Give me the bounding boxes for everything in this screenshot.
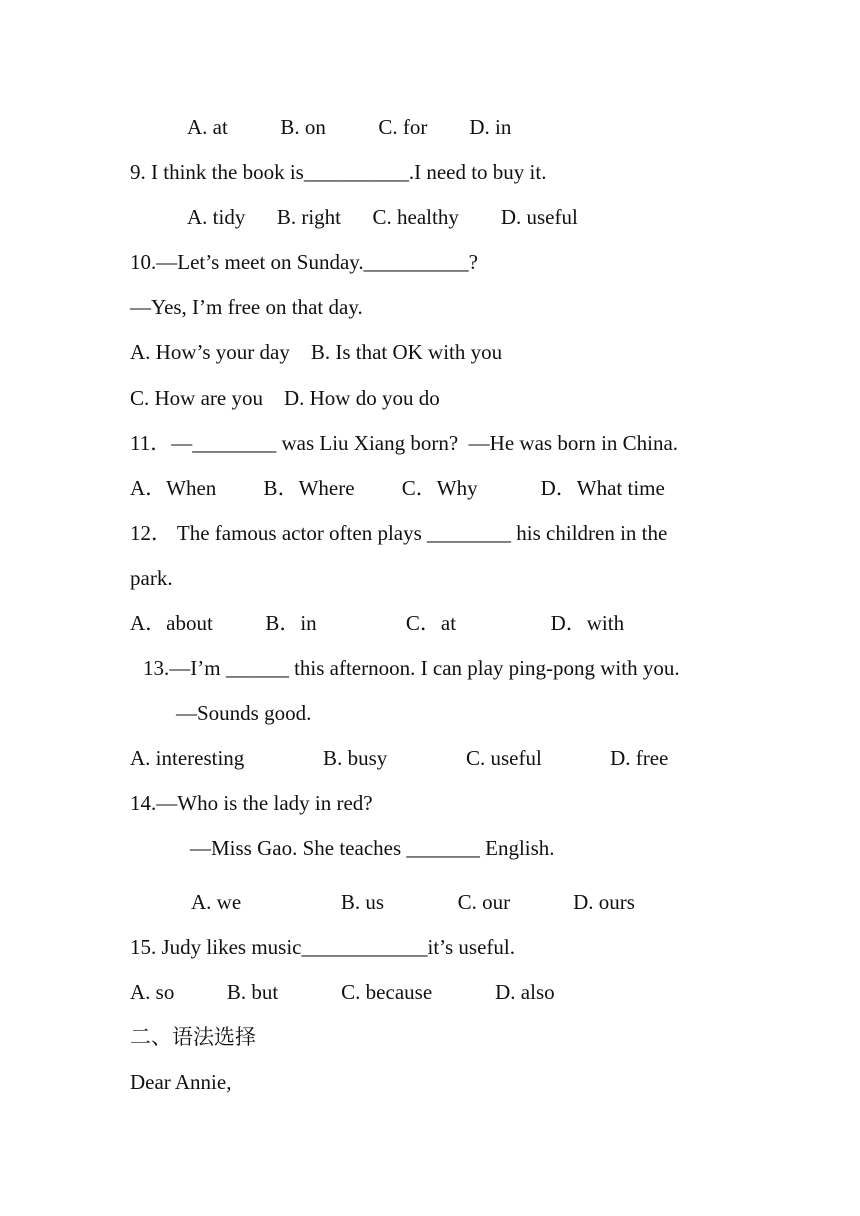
q13-reply: —Sounds good. — [176, 701, 312, 725]
q10-answer-line: —Yes, I’m free on that day. — [130, 295, 363, 319]
q8-options: A. at B. on C. for D. in — [187, 115, 512, 139]
q10-question: 10.—Let’s meet on Sunday.__________? — [130, 250, 479, 274]
letter-salutation: Dear Annie, — [130, 1070, 232, 1094]
q13-options: A. interesting B. busy C. useful D. free — [130, 746, 669, 770]
q14-options: A. we B. us C. our D. ours — [191, 890, 635, 914]
q11-question: 11．—________ was Liu Xiang born? —He was born in China. — [130, 431, 679, 455]
q12-options: A．about B．in C．at D．with — [130, 611, 625, 635]
q9-options: A. tidy B. right C. healthy D. useful — [187, 205, 578, 229]
q15-question: 15. Judy likes music____________it’s useful. — [130, 935, 515, 959]
q14-question: 14.—Who is the lady in red? — [130, 791, 373, 815]
q12-question: 12． The famous actor often plays ________ his children in the — [130, 521, 668, 545]
q15-options: A. so B. but C. because D. also — [130, 980, 555, 1004]
q10-options-cd: C. How are you D. How do you do — [130, 386, 440, 410]
section-heading-grammar: 二、语法选择 — [130, 1025, 256, 1049]
q12-question-cont: park. — [130, 566, 173, 590]
q11-options: A．When B．Where C．Why D．What time — [130, 476, 665, 500]
q13-question: 13.—I’m ______ this afternoon. I can play ping-pong with you. — [143, 656, 680, 680]
q9-question: 9. I think the book is__________.I need to buy it. — [130, 160, 547, 184]
q10-options-ab: A. How’s your day B. Is that OK with you — [130, 340, 503, 364]
q14-reply: —Miss Gao. She teaches _______ English. — [190, 836, 555, 860]
